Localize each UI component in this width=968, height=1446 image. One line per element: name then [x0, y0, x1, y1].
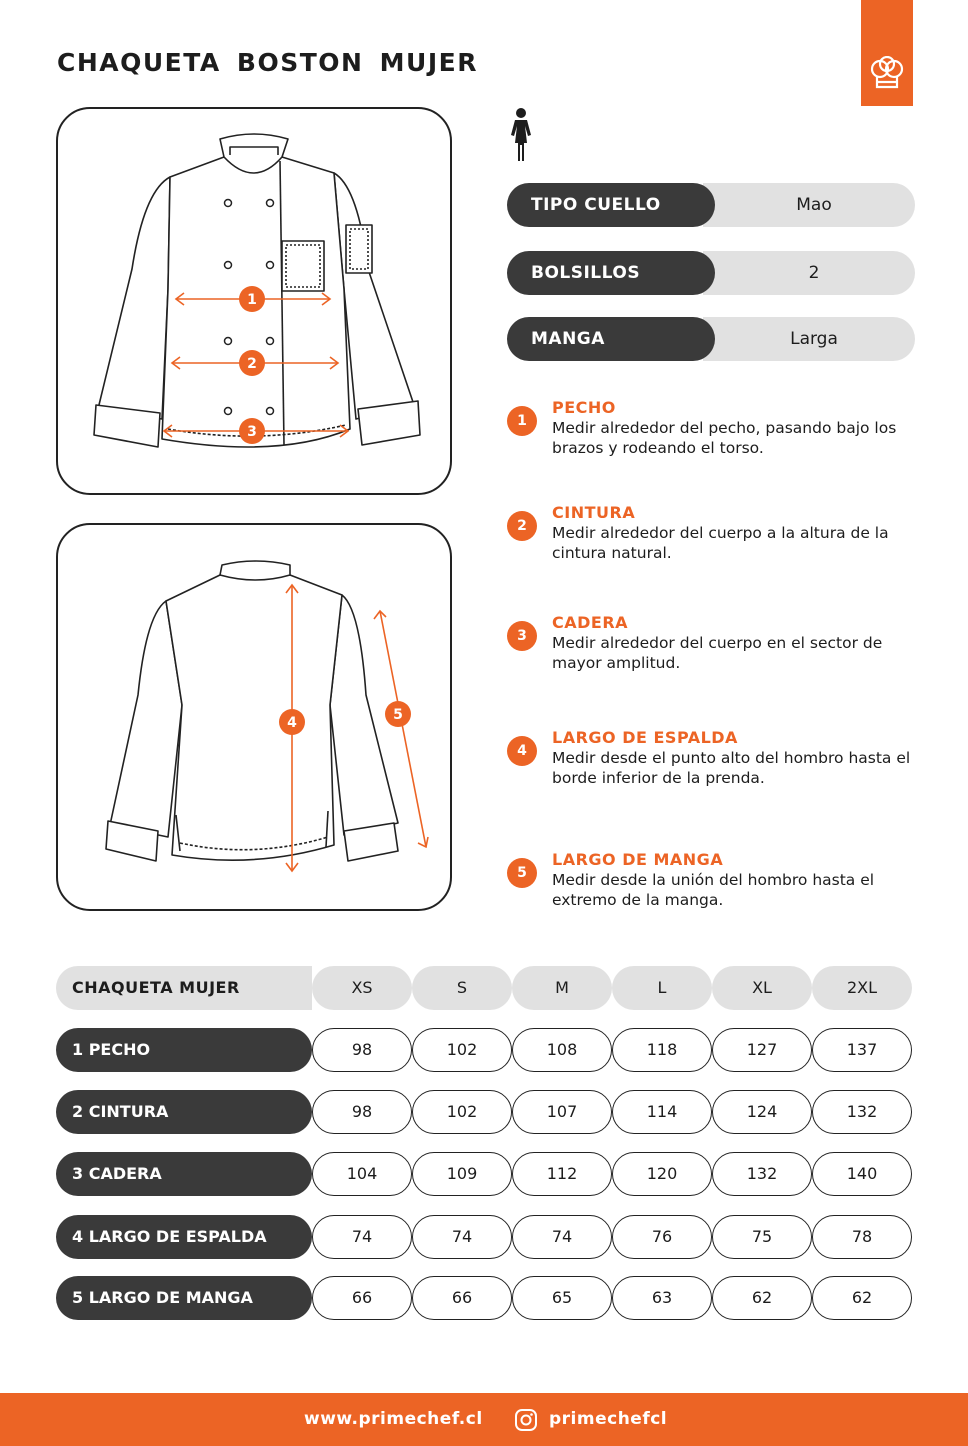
instruction-2-title: CINTURA — [552, 503, 636, 522]
table-row-label: 4 LARGO DE ESPALDA — [56, 1215, 312, 1259]
instruction-1-text: Medir alrededor del pecho, pasando bajo los brazos y rodeando el torso. — [552, 419, 897, 457]
instruction-3-text: Medir alrededor del cuerpo en el sector de mayor amplitud. — [552, 634, 883, 672]
table-cell: 74 — [412, 1215, 512, 1259]
brand-logo — [861, 0, 913, 106]
table-cell: 114 — [612, 1090, 712, 1134]
spec-pockets-value: 2 — [703, 251, 915, 295]
table-cell: 120 — [612, 1152, 712, 1196]
table-row-label: 3 CADERA — [56, 1152, 312, 1196]
table-cell: 66 — [312, 1276, 412, 1320]
table-cell: 102 — [412, 1090, 512, 1134]
marker-3-label: 3 — [247, 424, 257, 440]
instruction-3-number: 3 — [507, 621, 537, 651]
marker-1-label: 1 — [247, 292, 257, 308]
instruction-1-title: PECHO — [552, 398, 616, 417]
table-cell: 112 — [512, 1152, 612, 1196]
size-header-l: L — [612, 966, 712, 1010]
table-cell: 132 — [712, 1152, 812, 1196]
table-cell: 62 — [812, 1276, 912, 1320]
instagram-icon[interactable] — [514, 1408, 538, 1432]
table-cell: 74 — [512, 1215, 612, 1259]
spec-collar-value: Mao — [703, 183, 915, 227]
instruction-2-text: Medir alrededor del cuerpo a la altura de la cintura natural. — [552, 524, 889, 562]
table-row-label: 5 LARGO DE MANGA — [56, 1276, 312, 1320]
table-cell: 65 — [512, 1276, 612, 1320]
woman-icon — [507, 107, 535, 163]
spec-collar-label: TIPO CUELLO — [507, 183, 715, 227]
page-title: CHAQUETA BOSTON MUJER — [57, 48, 478, 77]
table-cell: 62 — [712, 1276, 812, 1320]
spec-pockets-label: BOLSILLOS — [507, 251, 715, 295]
table-row-label: 1 PECHO — [56, 1028, 312, 1072]
instagram-handle[interactable]: primechefcl — [549, 1409, 668, 1429]
table-cell: 137 — [812, 1028, 912, 1072]
size-header-xs: XS — [312, 966, 412, 1010]
chef-hat-icon — [868, 56, 906, 96]
table-header-label: CHAQUETA MUJER — [56, 966, 312, 1010]
spec-pockets — [507, 251, 915, 295]
spec-collar — [507, 183, 915, 227]
footer — [0, 1393, 968, 1446]
table-cell: 98 — [312, 1090, 412, 1134]
instruction-3-title: CADERA — [552, 613, 629, 632]
table-cell: 78 — [812, 1215, 912, 1259]
table-cell: 63 — [612, 1276, 712, 1320]
table-cell: 102 — [412, 1028, 512, 1072]
table-cell: 107 — [512, 1090, 612, 1134]
instruction-5-text: Medir desde la unión del hombro hasta el extremo de la manga. — [552, 871, 875, 909]
table-cell: 140 — [812, 1152, 912, 1196]
table-cell: 109 — [412, 1152, 512, 1196]
table-cell: 66 — [412, 1276, 512, 1320]
spec-sleeve — [507, 317, 915, 361]
instruction-4-title: LARGO DE ESPALDA — [552, 728, 738, 747]
table-row-label: 2 CINTURA — [56, 1090, 312, 1134]
size-header-xl: XL — [712, 966, 812, 1010]
spec-sleeve-label: MANGA — [507, 317, 715, 361]
table-cell: 127 — [712, 1028, 812, 1072]
marker-2-label: 2 — [247, 356, 257, 372]
instruction-1-number: 1 — [507, 406, 537, 436]
table-cell: 108 — [512, 1028, 612, 1072]
table-cell: 98 — [312, 1028, 412, 1072]
marker-5-label: 5 — [393, 707, 403, 723]
table-cell: 75 — [712, 1215, 812, 1259]
table-cell: 118 — [612, 1028, 712, 1072]
table-cell: 76 — [612, 1215, 712, 1259]
size-header-2xl: 2XL — [812, 966, 912, 1010]
table-cell: 132 — [812, 1090, 912, 1134]
jacket-front-figure — [56, 107, 452, 495]
instruction-2-number: 2 — [507, 511, 537, 541]
jacket-back-figure — [56, 523, 452, 911]
size-header-m: M — [512, 966, 612, 1010]
instruction-5-title: LARGO DE MANGA — [552, 850, 724, 869]
table-cell: 74 — [312, 1215, 412, 1259]
instruction-5-number: 5 — [507, 858, 537, 888]
table-cell: 104 — [312, 1152, 412, 1196]
size-header-s: S — [412, 966, 512, 1010]
website-link[interactable]: www.primechef.cl — [304, 1409, 483, 1429]
instruction-4-number: 4 — [507, 736, 537, 766]
spec-sleeve-value: Larga — [703, 317, 915, 361]
instruction-4-text: Medir desde el punto alto del hombro hasta el borde inferior de la prenda. — [552, 749, 911, 787]
marker-4-label: 4 — [287, 715, 297, 731]
table-cell: 124 — [712, 1090, 812, 1134]
